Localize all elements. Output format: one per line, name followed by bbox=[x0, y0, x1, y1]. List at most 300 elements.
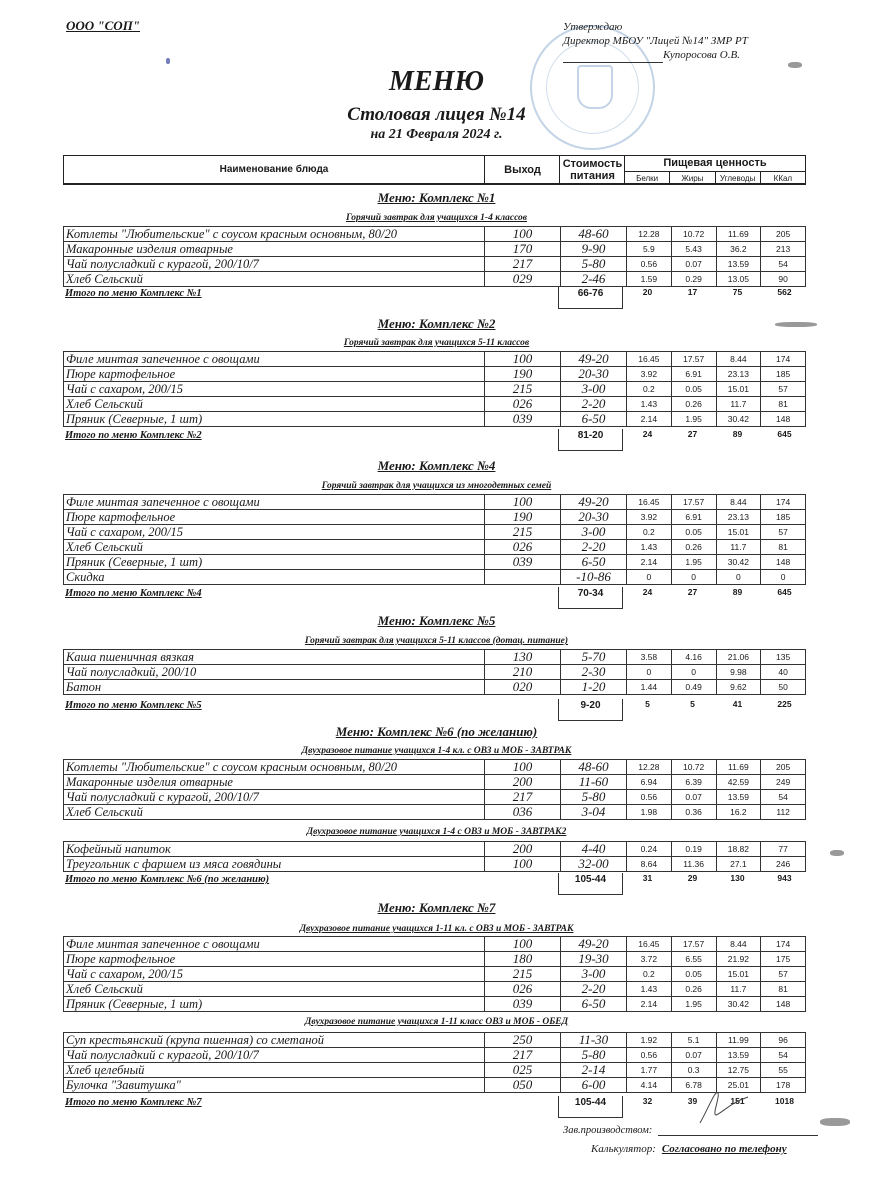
dish-name: Макаронные изделия отварные bbox=[64, 775, 485, 790]
dish-fats: 0.36 bbox=[671, 805, 716, 820]
dish-carbs: 11.69 bbox=[716, 760, 761, 775]
dish-price: 6-50 bbox=[561, 555, 627, 570]
approval-block bbox=[563, 20, 748, 62]
total-fats: 5 bbox=[690, 699, 695, 709]
dish-price: 3-04 bbox=[561, 805, 627, 820]
dish-carbs: 15.01 bbox=[716, 967, 761, 982]
column-header-nutrition bbox=[624, 156, 805, 183]
scan-artifact bbox=[166, 58, 170, 64]
dish-name: Каша пшеничная вязкая bbox=[64, 650, 485, 665]
total-carbs: 89 bbox=[732, 429, 743, 439]
dish-name: Чай полусладкий с курагой, 200/10/7 bbox=[64, 790, 485, 805]
dish-proteins: 5.9 bbox=[627, 242, 672, 257]
dish-kcal: 148 bbox=[761, 412, 806, 427]
signature-icon bbox=[690, 1085, 750, 1125]
dish-name: Чай полусладкий с курагой, 200/10/7 bbox=[64, 257, 485, 272]
dish-kcal: 148 bbox=[761, 555, 806, 570]
total-fats: 29 bbox=[687, 873, 698, 883]
dish-kcal: 81 bbox=[761, 982, 806, 997]
dish-kcal: 175 bbox=[761, 952, 806, 967]
dish-output: 250 bbox=[485, 1033, 561, 1048]
menu-date bbox=[0, 127, 873, 143]
dish-output: 026 bbox=[485, 982, 561, 997]
total-label: Итого по меню Комплекс №4 bbox=[65, 588, 202, 599]
dish-name: Кофейный напиток bbox=[64, 842, 485, 857]
table-row bbox=[64, 525, 806, 540]
total-price: 105-44 bbox=[558, 873, 623, 895]
total-fats: 27 bbox=[687, 587, 698, 597]
total-carbs: 130 bbox=[730, 873, 745, 883]
dish-price: 6-50 bbox=[561, 997, 627, 1012]
page-title-text: МЕНЮ bbox=[389, 66, 484, 97]
dish-output bbox=[485, 570, 561, 585]
dish-carbs: 21.06 bbox=[716, 650, 761, 665]
dish-carbs: 11.7 bbox=[716, 397, 761, 412]
dish-output: 039 bbox=[485, 997, 561, 1012]
total-price: 70-34 bbox=[558, 587, 623, 609]
dish-proteins: 1.92 bbox=[627, 1033, 672, 1048]
dish-output: 215 bbox=[485, 525, 561, 540]
dish-name: Чай полусладкий, 200/10 bbox=[64, 665, 485, 680]
dish-fats: 10.72 bbox=[671, 227, 716, 242]
total-kcal: 943 bbox=[777, 873, 792, 883]
dish-kcal: 148 bbox=[761, 997, 806, 1012]
dish-carbs: 21.92 bbox=[716, 952, 761, 967]
dish-proteins: 0.2 bbox=[627, 967, 672, 982]
dish-price: 2-30 bbox=[561, 665, 627, 680]
total-price: 9-20 bbox=[558, 699, 623, 721]
dish-name: Хлеб Сельский bbox=[64, 805, 485, 820]
dish-price: 1-20 bbox=[561, 680, 627, 695]
calculator-label: Калькулятор: bbox=[591, 1143, 656, 1155]
dish-carbs: 13.05 bbox=[716, 272, 761, 287]
dish-output: 100 bbox=[485, 495, 561, 510]
dish-name: Суп крестьянский (крупа пшенная) со сметаной bbox=[64, 1033, 485, 1048]
dish-fats: 0.05 bbox=[671, 382, 716, 397]
dish-table bbox=[63, 841, 806, 872]
dish-name: Чай с сахаром, 200/15 bbox=[64, 967, 485, 982]
total-kcal: 645 bbox=[777, 429, 792, 439]
dish-carbs: 11.7 bbox=[716, 540, 761, 555]
table-row bbox=[64, 760, 806, 775]
dish-output: 200 bbox=[485, 842, 561, 857]
dish-fats: 0.05 bbox=[671, 525, 716, 540]
dish-proteins: 2.14 bbox=[627, 555, 672, 570]
table-row bbox=[64, 510, 806, 525]
dish-price: 19-30 bbox=[561, 952, 627, 967]
total-label: Итого по меню Комплекс №2 bbox=[65, 430, 202, 441]
dish-name: Пюре картофельное bbox=[64, 510, 485, 525]
dish-price: 49-20 bbox=[561, 352, 627, 367]
dish-fats: 0.07 bbox=[671, 257, 716, 272]
dish-output: 100 bbox=[485, 352, 561, 367]
total-kcal: 225 bbox=[777, 699, 792, 709]
dish-kcal: 55 bbox=[761, 1063, 806, 1078]
dish-name: Батон bbox=[64, 680, 485, 695]
table-row bbox=[64, 352, 806, 367]
table-row bbox=[64, 272, 806, 287]
dish-kcal: 57 bbox=[761, 967, 806, 982]
dish-table bbox=[63, 494, 806, 585]
dish-output: 020 bbox=[485, 680, 561, 695]
table-row bbox=[64, 997, 806, 1012]
dish-fats: 6.55 bbox=[671, 952, 716, 967]
dish-fats: 4.16 bbox=[671, 650, 716, 665]
dish-output: 217 bbox=[485, 1048, 561, 1063]
dish-name: Пряник (Северные, 1 шт) bbox=[64, 997, 485, 1012]
dish-carbs: 13.59 bbox=[716, 1048, 761, 1063]
dish-proteins: 2.14 bbox=[627, 412, 672, 427]
dish-price: 5-80 bbox=[561, 790, 627, 805]
table-row bbox=[64, 540, 806, 555]
total-label: Итого по меню Комплекс №7 bbox=[65, 1097, 202, 1108]
dish-kcal: 213 bbox=[761, 242, 806, 257]
dish-kcal: 185 bbox=[761, 510, 806, 525]
approver-name: Купоросова О.В. bbox=[663, 49, 740, 61]
dish-price: 32-00 bbox=[561, 857, 627, 872]
dish-output: 190 bbox=[485, 510, 561, 525]
dish-carbs: 23.13 bbox=[716, 510, 761, 525]
dish-fats: 0.29 bbox=[671, 272, 716, 287]
section-title: Меню: Комплекс №7 bbox=[377, 900, 496, 915]
total-proteins: 24 bbox=[642, 587, 653, 597]
dish-fats: 6.91 bbox=[671, 510, 716, 525]
dish-proteins: 3.72 bbox=[627, 952, 672, 967]
dish-proteins: 0.2 bbox=[627, 382, 672, 397]
table-row bbox=[64, 790, 806, 805]
section-title: Меню: Комплекс №1 bbox=[377, 190, 496, 205]
dish-carbs: 36.2 bbox=[716, 242, 761, 257]
total-label: Итого по меню Комплекс №1 bbox=[65, 288, 202, 299]
dish-price: 2-14 bbox=[561, 1063, 627, 1078]
dish-proteins: 0.56 bbox=[627, 1048, 672, 1063]
dish-name: Чай с сахаром, 200/15 bbox=[64, 525, 485, 540]
dish-name: Пюре картофельное bbox=[64, 367, 485, 382]
scan-artifact bbox=[830, 850, 844, 856]
dish-proteins: 1.43 bbox=[627, 397, 672, 412]
dish-fats: 6.78 bbox=[671, 1078, 716, 1093]
dish-output: 100 bbox=[485, 760, 561, 775]
total-price: 66-76 bbox=[558, 287, 623, 309]
dish-proteins: 0 bbox=[627, 665, 672, 680]
dish-kcal: 57 bbox=[761, 525, 806, 540]
dish-fats: 0.26 bbox=[671, 982, 716, 997]
dish-output: 210 bbox=[485, 665, 561, 680]
dish-kcal: 135 bbox=[761, 650, 806, 665]
nutrition-header-title: Пищевая ценность bbox=[625, 156, 805, 172]
total-proteins: 20 bbox=[642, 287, 653, 297]
table-row bbox=[64, 382, 806, 397]
dish-price: 3-00 bbox=[561, 967, 627, 982]
dish-name: Хлеб Сельский bbox=[64, 272, 485, 287]
table-row bbox=[64, 842, 806, 857]
dish-carbs: 15.01 bbox=[716, 382, 761, 397]
page-subtitle bbox=[0, 104, 873, 126]
dish-kcal: 77 bbox=[761, 842, 806, 857]
table-row bbox=[64, 650, 806, 665]
column-header-output: Выход bbox=[484, 156, 560, 183]
table-row bbox=[64, 1033, 806, 1048]
dish-price: 49-20 bbox=[561, 495, 627, 510]
dish-proteins: 12.28 bbox=[627, 760, 672, 775]
dish-price: 6-50 bbox=[561, 412, 627, 427]
dish-output: 039 bbox=[485, 412, 561, 427]
dish-price: 11-60 bbox=[561, 775, 627, 790]
dish-price: -10-86 bbox=[561, 570, 627, 585]
dish-proteins: 1.59 bbox=[627, 272, 672, 287]
column-header-cost bbox=[559, 156, 625, 183]
dish-carbs: 9.98 bbox=[716, 665, 761, 680]
dish-output: 180 bbox=[485, 952, 561, 967]
dish-fats: 0.05 bbox=[671, 967, 716, 982]
dish-name: Треугольник с фаршем из мяса говядины bbox=[64, 857, 485, 872]
dish-price: 9-90 bbox=[561, 242, 627, 257]
section-total bbox=[63, 874, 806, 890]
dish-name: Макаронные изделия отварные bbox=[64, 242, 485, 257]
dish-kcal: 54 bbox=[761, 790, 806, 805]
dish-proteins: 6.94 bbox=[627, 775, 672, 790]
total-proteins: 32 bbox=[642, 1096, 653, 1106]
dish-carbs: 15.01 bbox=[716, 525, 761, 540]
dish-proteins: 1.77 bbox=[627, 1063, 672, 1078]
group-subtitle: Двухразовое питание учащихся 1-11 кл. с ОВЗ и МОБ - ЗАВТРАК bbox=[299, 924, 574, 934]
dish-price: 2-46 bbox=[561, 272, 627, 287]
dish-fats: 0.07 bbox=[671, 1048, 716, 1063]
dish-output: 036 bbox=[485, 805, 561, 820]
production-manager-field bbox=[563, 1125, 818, 1136]
total-fats: 17 bbox=[687, 287, 698, 297]
dish-carbs: 8.44 bbox=[716, 495, 761, 510]
table-header bbox=[63, 155, 806, 185]
table-row bbox=[64, 937, 806, 952]
dish-name: Филе минтая запеченное с овощами bbox=[64, 495, 485, 510]
dish-fats: 5.43 bbox=[671, 242, 716, 257]
dish-kcal: 54 bbox=[761, 1048, 806, 1063]
dish-carbs: 30.42 bbox=[716, 555, 761, 570]
dish-table bbox=[63, 649, 806, 695]
dish-proteins: 0.56 bbox=[627, 257, 672, 272]
dish-price: 3-00 bbox=[561, 382, 627, 397]
dish-kcal: 50 bbox=[761, 680, 806, 695]
dish-price: 3-00 bbox=[561, 525, 627, 540]
dish-kcal: 0 bbox=[761, 570, 806, 585]
signature-line bbox=[563, 62, 663, 63]
dish-proteins: 2.14 bbox=[627, 997, 672, 1012]
dish-fats: 5.1 bbox=[671, 1033, 716, 1048]
production-manager-label: Зав.производством: bbox=[563, 1125, 653, 1136]
table-row bbox=[64, 982, 806, 997]
total-carbs: 41 bbox=[732, 699, 743, 709]
dish-output: 190 bbox=[485, 367, 561, 382]
dish-name: Хлеб Сельский bbox=[64, 397, 485, 412]
table-row bbox=[64, 412, 806, 427]
dish-output: 217 bbox=[485, 790, 561, 805]
dish-name: Хлеб Сельский bbox=[64, 982, 485, 997]
dish-name: Пряник (Северные, 1 шт) bbox=[64, 412, 485, 427]
dish-carbs: 11.69 bbox=[716, 227, 761, 242]
dish-proteins: 0.56 bbox=[627, 790, 672, 805]
dish-kcal: 174 bbox=[761, 352, 806, 367]
dish-kcal: 174 bbox=[761, 937, 806, 952]
dish-fats: 0 bbox=[671, 665, 716, 680]
dish-kcal: 57 bbox=[761, 382, 806, 397]
section-title: Меню: Комплекс №4 bbox=[377, 458, 496, 473]
group-subtitle: Двухразовое питание учащихся 1-11 класс ОВЗ и МОБ - ОБЕД bbox=[304, 1017, 569, 1027]
dish-proteins: 3.92 bbox=[627, 510, 672, 525]
dish-fats: 6.39 bbox=[671, 775, 716, 790]
dish-name: Филе минтая запеченное с овощами bbox=[64, 352, 485, 367]
table-row bbox=[64, 967, 806, 982]
dish-fats: 0.19 bbox=[671, 842, 716, 857]
dish-kcal: 112 bbox=[761, 805, 806, 820]
dish-price: 20-30 bbox=[561, 367, 627, 382]
dish-price: 6-00 bbox=[561, 1078, 627, 1093]
total-proteins: 31 bbox=[642, 873, 653, 883]
total-kcal: 1018 bbox=[775, 1096, 794, 1106]
total-kcal: 645 bbox=[777, 587, 792, 597]
dish-proteins: 8.64 bbox=[627, 857, 672, 872]
column-header-proteins: Белки bbox=[636, 174, 659, 183]
production-manager-signature-line bbox=[658, 1135, 818, 1136]
dish-fats: 0.07 bbox=[671, 790, 716, 805]
dish-fats: 1.95 bbox=[671, 997, 716, 1012]
dish-table bbox=[63, 1032, 806, 1093]
group-subtitle: Горячий завтрак для учащихся 1-4 классов bbox=[345, 213, 528, 223]
total-label: Итого по меню Комплекс №6 (по желанию) bbox=[65, 874, 270, 885]
page-title bbox=[0, 66, 873, 98]
approve-label: Утверждаю bbox=[563, 21, 623, 33]
column-header-fats: Жиры bbox=[669, 172, 714, 185]
dish-proteins: 16.45 bbox=[627, 937, 672, 952]
dish-fats: 0.26 bbox=[671, 540, 716, 555]
total-carbs: 75 bbox=[732, 287, 743, 297]
dish-kcal: 40 bbox=[761, 665, 806, 680]
dish-price: 5-80 bbox=[561, 257, 627, 272]
table-row bbox=[64, 1063, 806, 1078]
dish-output: 215 bbox=[485, 382, 561, 397]
dish-carbs: 11.99 bbox=[716, 1033, 761, 1048]
dish-output: 100 bbox=[485, 937, 561, 952]
section-title: Меню: Комплекс №2 bbox=[377, 316, 496, 331]
dish-name: Котлеты "Любительские" с соусом красным основным, 80/20 bbox=[64, 227, 485, 242]
column-header-name: Наименование блюда bbox=[219, 164, 329, 175]
table-row bbox=[64, 570, 806, 585]
dish-name: Чай с сахаром, 200/15 bbox=[64, 382, 485, 397]
total-kcal: 562 bbox=[777, 287, 792, 297]
dish-kcal: 178 bbox=[761, 1078, 806, 1093]
dish-kcal: 54 bbox=[761, 257, 806, 272]
table-row bbox=[64, 857, 806, 872]
table-row bbox=[64, 242, 806, 257]
dish-name: Чай полусладкий с курагой, 200/10/7 bbox=[64, 1048, 485, 1063]
section-total bbox=[63, 588, 806, 604]
dish-name: Булочка "Завитушка" bbox=[64, 1078, 485, 1093]
dish-carbs: 0 bbox=[716, 570, 761, 585]
dish-table bbox=[63, 226, 806, 287]
approver-position: Директор МБОУ "Лицей №14" ЗМР РТ bbox=[563, 35, 748, 47]
dish-kcal: 81 bbox=[761, 540, 806, 555]
calculator-field bbox=[591, 1143, 787, 1155]
dish-name: Хлеб Сельский bbox=[64, 540, 485, 555]
dish-price: 2-20 bbox=[561, 540, 627, 555]
group-subtitle: Двухразовое питание учащихся 1-4 с ОВЗ и МОБ - ЗАВТРАК2 bbox=[306, 827, 567, 837]
total-label: Итого по меню Комплекс №5 bbox=[65, 700, 202, 711]
dish-fats: 11.36 bbox=[671, 857, 716, 872]
dish-fats: 6.91 bbox=[671, 367, 716, 382]
organization-name: ООО "СОП" bbox=[66, 18, 141, 33]
dish-table bbox=[63, 759, 806, 820]
total-fats: 39 bbox=[687, 1096, 698, 1106]
total-fats: 27 bbox=[687, 429, 698, 439]
total-proteins: 24 bbox=[642, 429, 653, 439]
dish-carbs: 13.59 bbox=[716, 790, 761, 805]
dish-output: 170 bbox=[485, 242, 561, 257]
scan-artifact bbox=[820, 1118, 850, 1126]
scan-artifact bbox=[788, 62, 802, 68]
table-row bbox=[64, 227, 806, 242]
dish-price: 48-60 bbox=[561, 760, 627, 775]
column-header-kcal: ККал bbox=[760, 172, 805, 185]
dish-proteins: 12.28 bbox=[627, 227, 672, 242]
table-row bbox=[64, 495, 806, 510]
group-subtitle: Горячий завтрак для учащихся из многодетных семей bbox=[321, 481, 552, 491]
dish-price: 4-40 bbox=[561, 842, 627, 857]
total-proteins: 5 bbox=[645, 699, 650, 709]
dish-output: 100 bbox=[485, 227, 561, 242]
group-subtitle: Горячий завтрак для учащихся 5-11 классов bbox=[343, 338, 530, 348]
dish-kcal: 96 bbox=[761, 1033, 806, 1048]
dish-price: 5-80 bbox=[561, 1048, 627, 1063]
section-title: Меню: Комплекс №5 bbox=[377, 613, 496, 628]
section-total bbox=[63, 288, 806, 304]
dish-price: 20-30 bbox=[561, 510, 627, 525]
group-subtitle: Двухразовое питание учащихся 1-4 кл. с ОВЗ и МОБ - ЗАВТРАК bbox=[301, 746, 572, 756]
table-row bbox=[64, 367, 806, 382]
dish-kcal: 205 bbox=[761, 760, 806, 775]
dish-name: Котлеты "Любительские" с соусом красным основным, 80/20 bbox=[64, 760, 485, 775]
dish-proteins: 16.45 bbox=[627, 352, 672, 367]
dish-output: 025 bbox=[485, 1063, 561, 1078]
dish-proteins: 0 bbox=[627, 570, 672, 585]
dish-output: 130 bbox=[485, 650, 561, 665]
dish-kcal: 185 bbox=[761, 367, 806, 382]
table-row bbox=[64, 952, 806, 967]
dish-kcal: 249 bbox=[761, 775, 806, 790]
dish-proteins: 3.58 bbox=[627, 650, 672, 665]
dish-price: 48-60 bbox=[561, 227, 627, 242]
group-subtitle: Горячий завтрак для учащихся 5-11 классов (дотац. питание) bbox=[304, 636, 569, 646]
dish-name: Пряник (Северные, 1 шт) bbox=[64, 555, 485, 570]
dish-carbs: 30.42 bbox=[716, 997, 761, 1012]
dish-fats: 10.72 bbox=[671, 760, 716, 775]
dish-carbs: 16.2 bbox=[716, 805, 761, 820]
total-carbs: 89 bbox=[732, 587, 743, 597]
dish-output: 215 bbox=[485, 967, 561, 982]
menu-date-text: на 21 Февраля 2024 г. bbox=[370, 127, 503, 142]
dish-kcal: 205 bbox=[761, 227, 806, 242]
total-price: 81-20 bbox=[558, 429, 623, 451]
dish-output: 026 bbox=[485, 540, 561, 555]
dish-carbs: 8.44 bbox=[716, 937, 761, 952]
dish-proteins: 4.14 bbox=[627, 1078, 672, 1093]
dish-name: Хлеб целебный bbox=[64, 1063, 485, 1078]
dish-price: 49-20 bbox=[561, 937, 627, 952]
section-total bbox=[63, 700, 806, 716]
table-row bbox=[64, 805, 806, 820]
table-row bbox=[64, 257, 806, 272]
dish-output: 200 bbox=[485, 775, 561, 790]
dish-carbs: 12.75 bbox=[716, 1063, 761, 1078]
